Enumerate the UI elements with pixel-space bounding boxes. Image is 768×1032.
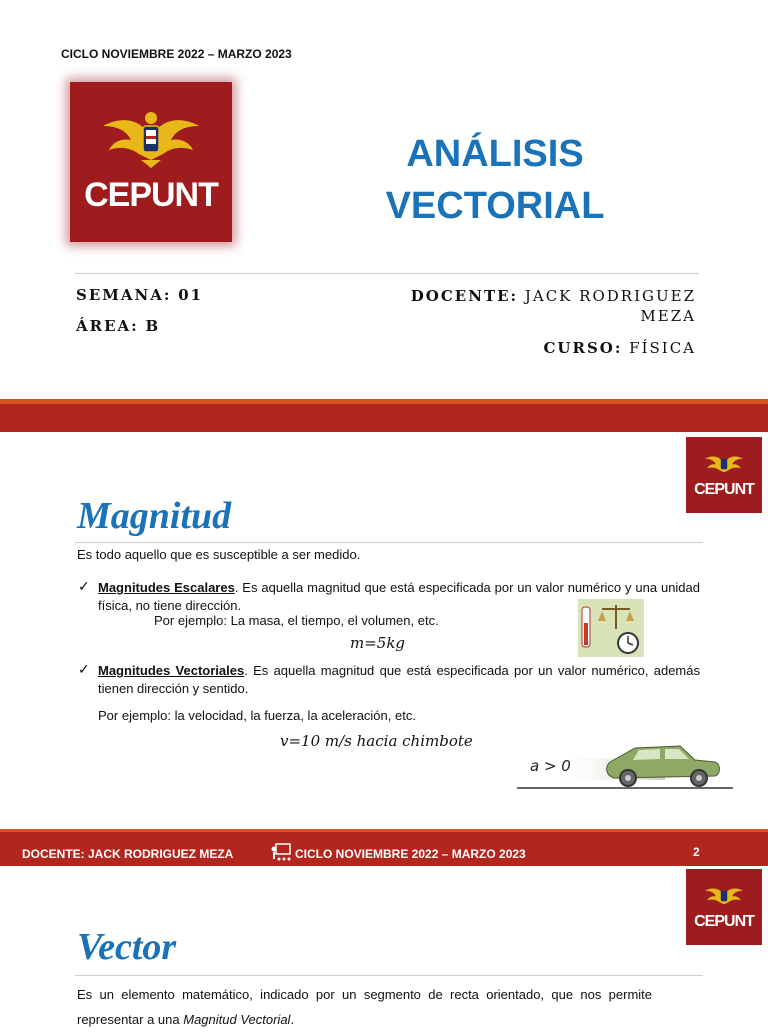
course-label: CURSO: bbox=[543, 339, 623, 357]
cepunt-logo-small bbox=[686, 437, 762, 513]
vector-formula: v=10 m/s hacia chimbote bbox=[280, 732, 473, 750]
cepunt-logo bbox=[70, 82, 232, 242]
scalar-heading: Magnitudes Escalares bbox=[98, 580, 235, 595]
teacher-info bbox=[380, 286, 696, 326]
balance-thermometer-clock-icon bbox=[578, 599, 644, 657]
checkmark-icon: ✓ bbox=[78, 661, 90, 677]
checkmark-icon: ✓ bbox=[78, 578, 90, 594]
scalar-text: . Es aquella magnitud que está especificada por un valor numérico y una unidad física, no tiene dirección. bbox=[98, 580, 701, 613]
magnitude-definition: Es todo aquello que es susceptible a ser medido. bbox=[77, 547, 361, 562]
footer-teacher: DOCENTE: JACK RODRIGUEZ MEZA bbox=[22, 847, 234, 861]
course-value: FÍSICA bbox=[629, 339, 696, 357]
eagle-emblem-icon bbox=[704, 451, 744, 477]
presentation-board-icon bbox=[270, 843, 292, 863]
week-info bbox=[76, 286, 203, 304]
vector-definition bbox=[77, 982, 652, 1032]
teacher-name-line-2: MEZA bbox=[640, 307, 696, 325]
cepunt-logo-small bbox=[686, 869, 762, 945]
teacher-name-line-1: JACK RODRIGUEZ bbox=[524, 287, 696, 305]
title-divider bbox=[75, 975, 703, 976]
scalar-example: Por ejemplo: La masa, el tiempo, el volumen, etc. bbox=[154, 613, 439, 628]
vector-definition-emphasis: Magnitud Vectorial bbox=[183, 1012, 291, 1027]
vector-definition-end: . bbox=[290, 1012, 295, 1027]
vector-heading: Magnitudes Vectoriales bbox=[98, 663, 245, 678]
area-info bbox=[76, 317, 160, 335]
eagle-emblem-icon bbox=[704, 883, 744, 909]
logo-text: CEPUNT bbox=[694, 481, 754, 498]
scalar-formula: m=5kg bbox=[350, 634, 406, 652]
week-label: SEMANA: bbox=[76, 286, 172, 304]
title-line-2: VECTORIAL bbox=[385, 185, 605, 227]
title-line-1: ANÁLISIS bbox=[406, 133, 584, 175]
header-divider bbox=[75, 273, 699, 274]
footer-cycle: CICLO NOVIEMBRE 2022 – MARZO 2023 bbox=[295, 847, 526, 861]
vector-example: Por ejemplo: la velocidad, la fuerza, la aceleración, etc. bbox=[98, 708, 416, 723]
area-label: ÁREA: bbox=[76, 317, 139, 335]
teacher-label: DOCENTE: bbox=[410, 287, 519, 305]
page-title bbox=[300, 128, 690, 232]
area-value: B bbox=[145, 317, 161, 335]
vector-definition-text: Es un elemento matemático, indicado por un segmento de recta orientado, que nos permite representar a una bbox=[77, 987, 652, 1027]
page-number: 2 bbox=[693, 845, 700, 859]
course-info bbox=[420, 339, 696, 357]
title-divider bbox=[75, 542, 703, 543]
cycle-heading: CICLO NOVIEMBRE 2022 – MARZO 2023 bbox=[61, 47, 292, 61]
vector-paragraph bbox=[98, 662, 700, 698]
section-title: Vector bbox=[77, 926, 177, 968]
slide-footer bbox=[0, 832, 768, 866]
logo-text: CEPUNT bbox=[84, 176, 218, 214]
slide-divider-band bbox=[0, 404, 768, 432]
week-value: 01 bbox=[178, 286, 204, 304]
logo-text: CEPUNT bbox=[694, 913, 754, 930]
eagle-emblem-icon bbox=[101, 108, 201, 170]
section-title: Magnitud bbox=[77, 495, 232, 537]
vector-text: . Es aquella magnitud que está especificada por un valor numérico, además tienen dirección y sentido. bbox=[98, 663, 700, 696]
acceleration-label: a > 0 bbox=[530, 757, 571, 775]
